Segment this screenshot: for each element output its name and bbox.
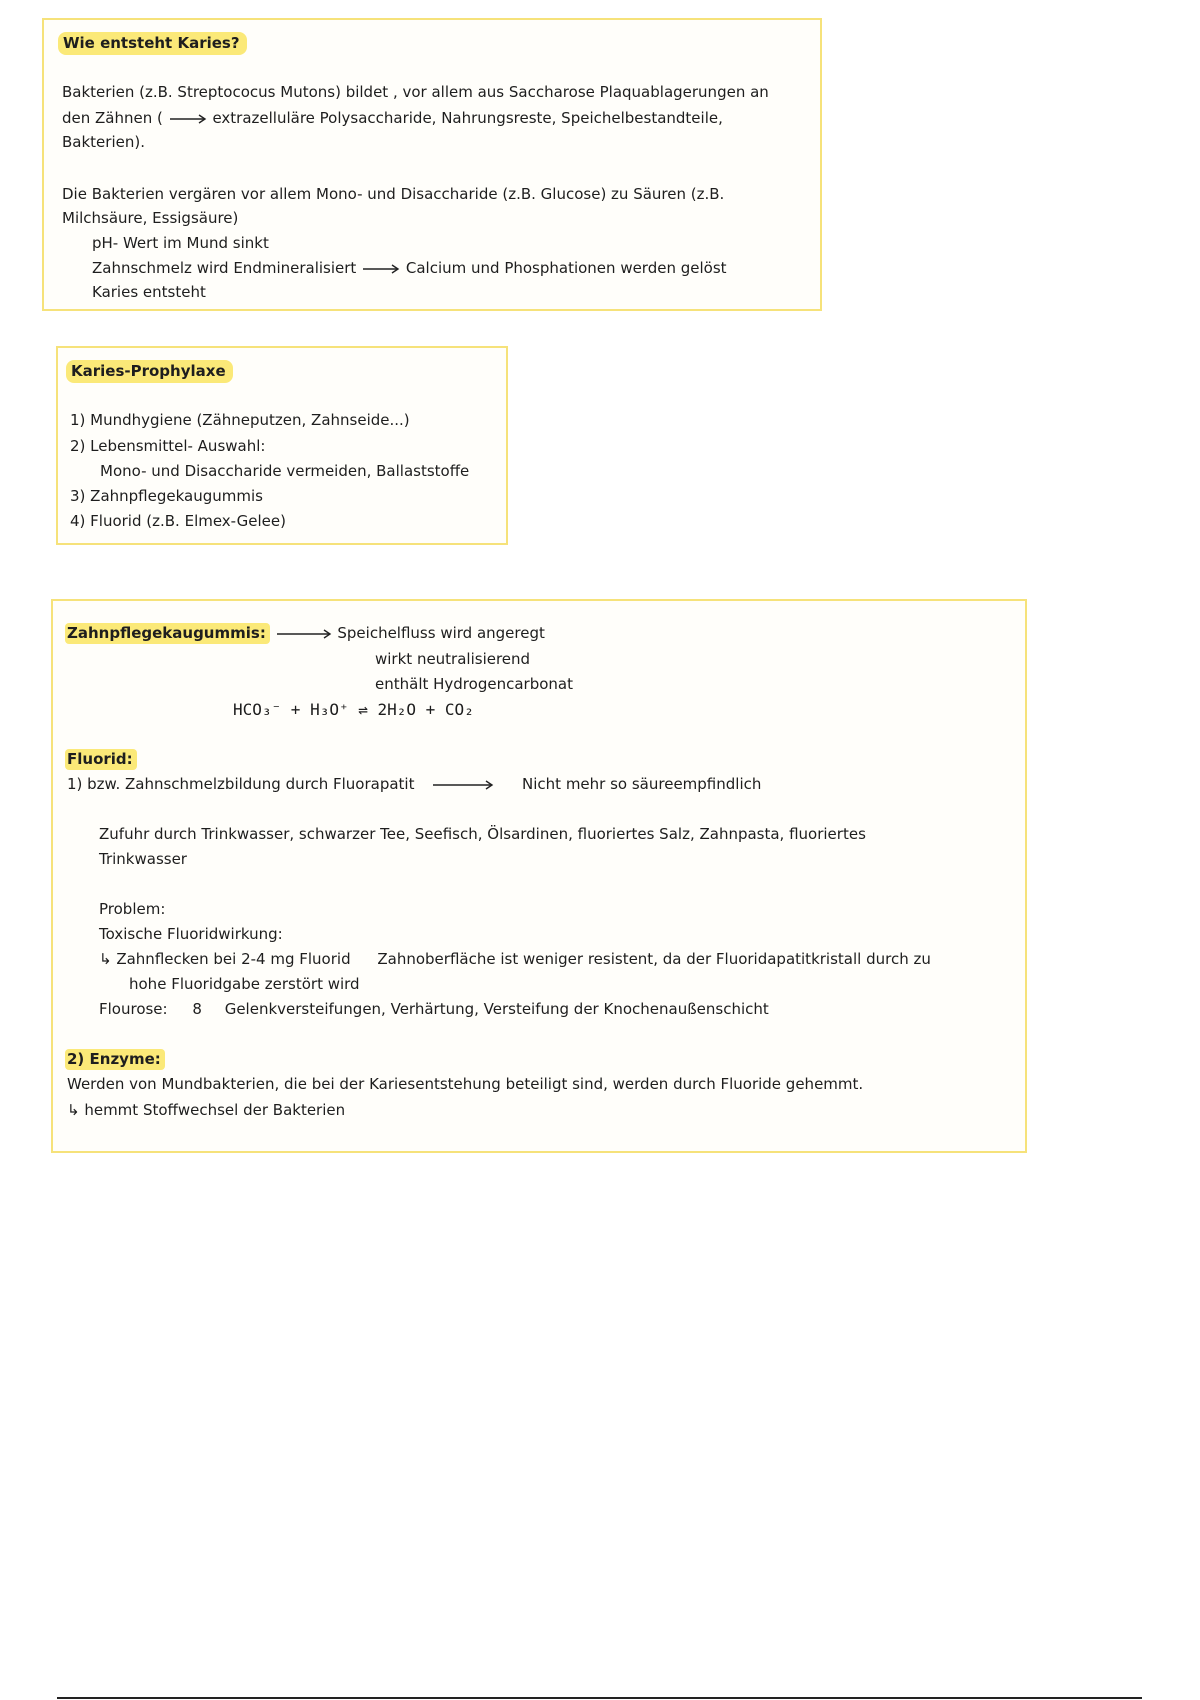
karies-entstehung-box (42, 18, 822, 311)
arrow-right-icon (168, 114, 208, 124)
list-item: 4) Fluorid (z.B. Elmex-Gelee) (70, 512, 286, 530)
text-line: pH- Wert im Mund sinkt (92, 234, 269, 252)
arrow-right-icon (361, 264, 401, 274)
karies-prophylaxe-title: Karies-Prophylaxe (66, 360, 233, 383)
text-line: 1) bzw. Zahnschmelzbildung durch Fluorapatit Nicht mehr so säureempfindlich (67, 775, 762, 793)
enzyme-title: 2) Enzyme: (65, 1049, 165, 1070)
text-line: Zufuhr durch Trinkwasser, schwarzer Tee, Seefisch, Ölsardinen, fluoriertes Salz, Zahnpasta, fluoriertes (99, 825, 866, 843)
page-bottom-rule (57, 1697, 1142, 1699)
text-line: Zahnschmelz wird Endmineralisiert Calcium und Phosphationen werden gelöst (92, 259, 727, 277)
kaugummi-line: Zahnpflegekaugummis: Speichelfluss wird angeregt (67, 624, 545, 642)
chemical-formula: HCO₃⁻ + H₃O⁺ ⇌ 2H₂O + CO₂ (233, 700, 474, 719)
text-line: Die Bakterien vergären vor allem Mono- und Disaccharide (z.B. Glucose) zu Säuren (z.B. (62, 185, 725, 203)
list-item: 2) Lebensmittel- Auswahl: (70, 437, 266, 455)
karies-entstehung-title: Wie entsteht Karies? (58, 32, 247, 55)
text-line: Bakterien). (62, 133, 145, 151)
text-line: Toxische Fluoridwirkung: (99, 925, 283, 943)
text-line: Flourose: 8 Gelenkversteifungen, Verhärtung, Versteifung der Knochenaußenschicht (99, 1000, 769, 1018)
list-item: Mono- und Disaccharide vermeiden, Ballaststoffe (100, 462, 470, 480)
text-line: enthält Hydrogencarbonat (375, 675, 573, 693)
text-line: ↳ Zahnflecken bei 2-4 mg Fluorid Zahnoberfläche ist weniger resistent, da der Fluoridapatitkristall durch zu (99, 950, 931, 968)
text-line: Werden von Mundbakterien, die bei der Kariesentstehung beteiligt sind, werden durch Fluoride gehemmt. (67, 1075, 864, 1093)
text-line: ↳ hemmt Stoffwechsel der Bakterien (67, 1101, 346, 1119)
text-line: Problem: (99, 900, 166, 918)
fluorid-title: Fluorid: (65, 749, 137, 770)
text-line: den Zähnen ( extrazelluläre Polysaccharide, Nahrungsreste, Speichelbestandteile, (62, 109, 723, 127)
text-line: wirkt neutralisierend (375, 650, 531, 668)
text-line: Milchsäure, Essigsäure) (62, 209, 239, 227)
text-line: Trinkwasser (99, 850, 187, 868)
kaugummi-fluorid-box (51, 599, 1027, 1153)
list-item: 1) Mundhygiene (Zähneputzen, Zahnseide...) (70, 411, 410, 429)
arrow-right-icon (275, 629, 333, 639)
kaugummi-title: Zahnpflegekaugummis: (65, 623, 270, 644)
karies-prophylaxe-box (56, 346, 508, 545)
list-item: 3) Zahnpflegekaugummis (70, 487, 263, 505)
arrow-right-icon (431, 780, 495, 790)
text-line: Bakterien (z.B. Streptococus Mutons) bildet , vor allem aus Saccharose Plaquablagerungen an (62, 83, 769, 101)
text-line: hohe Fluoridgabe zerstört wird (129, 975, 360, 993)
text-line: Karies entsteht (92, 283, 206, 301)
